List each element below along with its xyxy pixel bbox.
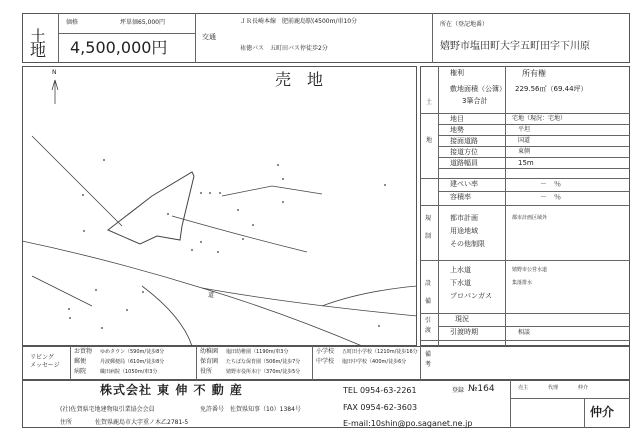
- area-sub: 3筆合計: [462, 97, 488, 105]
- price-label: 価格: [66, 19, 79, 26]
- living-category: 幼稚園: [200, 348, 219, 355]
- area-label: 敷地面積（公簿）: [450, 85, 506, 93]
- survey-dot: [200, 241, 202, 243]
- planning-value: 都市計画区域外: [512, 215, 548, 221]
- handover-value: 相談: [518, 329, 531, 336]
- survey-dot: [282, 201, 284, 203]
- road-label: 接面道路: [450, 137, 478, 145]
- chukai-label: 仲介: [590, 405, 615, 419]
- north-arrow-icon: [52, 80, 58, 104]
- road-mark: 道: [208, 292, 215, 299]
- survey-dot: [82, 194, 84, 196]
- living-category: 病院: [74, 368, 87, 375]
- width-value: 15m: [518, 159, 534, 167]
- tel-number: TEL 0954-63-2261: [343, 386, 417, 395]
- terrain-label: 地勢: [450, 126, 464, 134]
- traffic-label: 交通: [202, 33, 216, 41]
- survey-dot: [277, 164, 279, 166]
- landcat-value: 宅地（現況：宅地）: [512, 115, 567, 122]
- rights-value: 所有権: [522, 69, 546, 78]
- living-category: 中学校: [316, 358, 335, 365]
- train-access: ＪＲ長崎本線 肥前鹿島駅(4500m/車10分: [240, 18, 358, 25]
- far-value: － ％: [540, 193, 561, 201]
- living-category: 小学校: [316, 348, 335, 355]
- planning-label: 都市計画: [450, 214, 478, 222]
- section-zoning: 規制: [425, 215, 432, 240]
- sale-price: 4,500,000円: [70, 38, 168, 57]
- email-address[interactable]: E-mail:10shin@po.saganet.ne.jp: [343, 419, 473, 428]
- details-frame: [420, 66, 630, 346]
- company-name: 株式会社 東 伸 不 動 産: [100, 383, 243, 397]
- section-facilities: 設備: [425, 280, 432, 305]
- north-label: N: [52, 69, 57, 76]
- living-detail: 塩田幼稚園（1190m/車3分: [226, 349, 289, 355]
- living-detail: ゆめタウン（590m/徒歩8分: [100, 349, 165, 355]
- other-label: その他制限: [450, 240, 485, 248]
- map-drawing: [22, 76, 417, 346]
- survey-dot: [242, 238, 244, 240]
- association: (社)佐賀県宅地建物取引業協会会員: [60, 406, 155, 413]
- company-address: 佐賀県鹿島市大字重ノ木乙2781-5: [95, 419, 189, 426]
- sewer-value: 集落排水: [512, 280, 533, 286]
- water-label: 上水道: [450, 266, 471, 274]
- license-number: 免許番号 佐賀県知事（10）1384号: [200, 406, 301, 413]
- fax-number: FAX 0954-62-3603: [343, 403, 418, 412]
- tsubo-price: 坪単価65,000円: [120, 19, 165, 26]
- living-label: リビング メッセージ: [30, 354, 60, 369]
- survey-dot: [217, 251, 219, 253]
- coverage-value: － ％: [540, 180, 561, 188]
- tag-seller: 売主: [518, 385, 529, 391]
- survey-dot: [69, 317, 71, 319]
- area-value: 229.56㎡（69.44坪）: [515, 85, 588, 93]
- survey-dot: [167, 213, 169, 215]
- address-label: 住所: [60, 419, 73, 426]
- survey-dot: [378, 325, 380, 327]
- status-label: 現況: [455, 315, 469, 323]
- tag-broker: 仲介: [578, 385, 589, 391]
- living-detail: 嬉野市役所本庁（370m/徒歩5分: [226, 369, 301, 375]
- living-detail: 塩田中学校（400m/徒歩6分: [342, 359, 407, 365]
- bus-access: 祐徳バス 五町田バス停徒歩2分: [240, 45, 328, 52]
- section-remarks: 備考: [425, 351, 432, 368]
- section-ground: 地: [426, 137, 433, 144]
- survey-dot: [191, 249, 193, 251]
- direction-label: 接道方位: [450, 148, 478, 156]
- rights-label: 権利: [450, 69, 464, 77]
- reg-label: 登録: [452, 387, 465, 394]
- section-delivery: 引渡: [425, 317, 432, 334]
- living-category: 役所: [200, 368, 213, 375]
- width-label: 道路幅員: [450, 159, 478, 167]
- living-detail: 織田病院（1050m/車3分: [100, 369, 158, 375]
- location-address: 嬉野市塩田町大字五町田字下川原: [440, 41, 590, 52]
- map-title: 売 地: [275, 70, 324, 89]
- living-detail: 丹波郵便局（610m/徒歩8分: [100, 359, 165, 365]
- gas-label: プロパンガス: [450, 292, 492, 300]
- reg-number: №164: [468, 384, 495, 394]
- direction-value: 東側: [518, 148, 531, 155]
- living-detail: 五町田小学校（1210m/徒歩16分: [342, 349, 418, 355]
- zone-label: 用途地域: [450, 227, 478, 235]
- landcat-label: 地目: [450, 115, 464, 123]
- location-label: 所在（登記地番）: [440, 21, 489, 28]
- section-land: 土: [426, 99, 433, 106]
- road-value: 国道: [518, 137, 531, 144]
- land-label: 土地: [30, 27, 47, 60]
- tag-agent: 代理: [548, 385, 559, 391]
- living-detail: たちばな保育園（506m/徒歩7分: [226, 359, 301, 365]
- handover-label: 引渡時期: [450, 328, 478, 336]
- living-category: 郵便: [74, 358, 87, 365]
- far-label: 容積率: [450, 193, 471, 201]
- living-category: 保育園: [200, 358, 219, 365]
- terrain-value: 平坦: [518, 126, 531, 133]
- lot-outline: [108, 172, 194, 244]
- water-value: 嬉野市公営水道: [512, 267, 548, 273]
- living-category: お買物: [74, 348, 93, 355]
- sewer-label: 下水道: [450, 279, 471, 287]
- coverage-label: 建ぺい率: [450, 180, 478, 188]
